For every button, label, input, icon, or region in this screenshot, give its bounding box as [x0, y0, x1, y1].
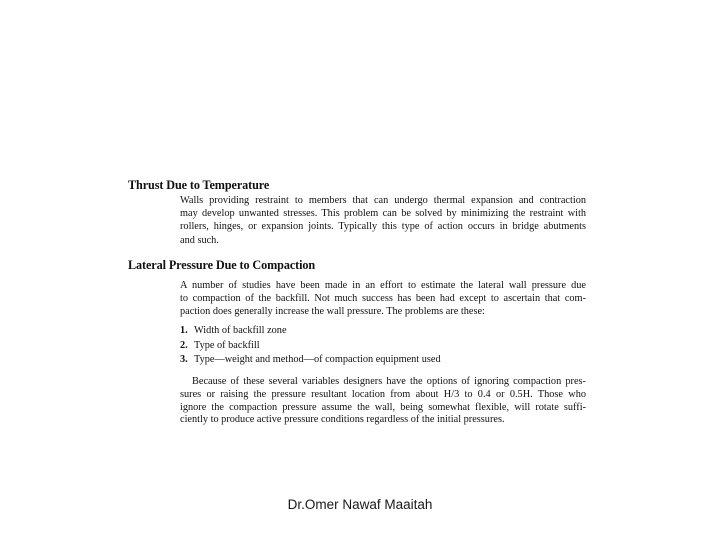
list-item-text: Type—weight and method—of compaction equipment used [194, 354, 441, 365]
list-item [180, 353, 441, 368]
list-number: 3. [180, 354, 188, 365]
text-line: ignore the compaction pressure assume the wall, being somewhat flexible, will rotate suffi- [180, 401, 586, 413]
text-line: Walls providing restraint to members that can undergo thermal expansion and contraction [180, 195, 586, 206]
text-line: may develop unwanted stresses. This problem can be solved by minimizing the restraint with [180, 208, 586, 220]
numbered-list [180, 324, 441, 368]
text-line: A number of studies have been made in an effort to estimate the lateral wall pressure due [180, 280, 586, 291]
text-line: ciently to produce active pressure conditions regardless of the initial pressures. [180, 414, 505, 426]
text-line: and such. [180, 234, 219, 246]
scanned-text-page [128, 178, 590, 433]
paragraph-compaction [180, 279, 586, 319]
list-number: 2. [180, 339, 188, 351]
section-heading-thrust: Thrust Due to Temperature [128, 178, 270, 192]
list-item-text: Type of backfill [194, 339, 260, 351]
text-line: sures or raising the pressure resultant location from about H/3 to 0.4 or 0.5H. Those who [180, 388, 586, 400]
text-line: paction does generally increase the wall pressure. The problems are these: [180, 306, 485, 318]
text-line: rollers, hinges, or expansion joints. Typically this type of action occurs in bridge abutments [180, 221, 586, 233]
paragraph-closing [180, 376, 586, 427]
section-heading-compaction: Lateral Pressure Due to Compaction [128, 258, 316, 272]
list-item [180, 339, 441, 354]
list-item-text: Width of backfill zone [194, 325, 287, 336]
paragraph-thrust [180, 194, 586, 247]
text-line: Because of these several variables designers have the options of ignoring compaction pres- [192, 376, 586, 387]
list-number: 1. [180, 325, 188, 336]
footer-author: Dr.Omer Nawaf Maaitah [287, 497, 433, 512]
list-item [180, 324, 441, 339]
text-line: to compaction of the backfill. Not much success has been had except to ascertain that com- [180, 293, 586, 305]
